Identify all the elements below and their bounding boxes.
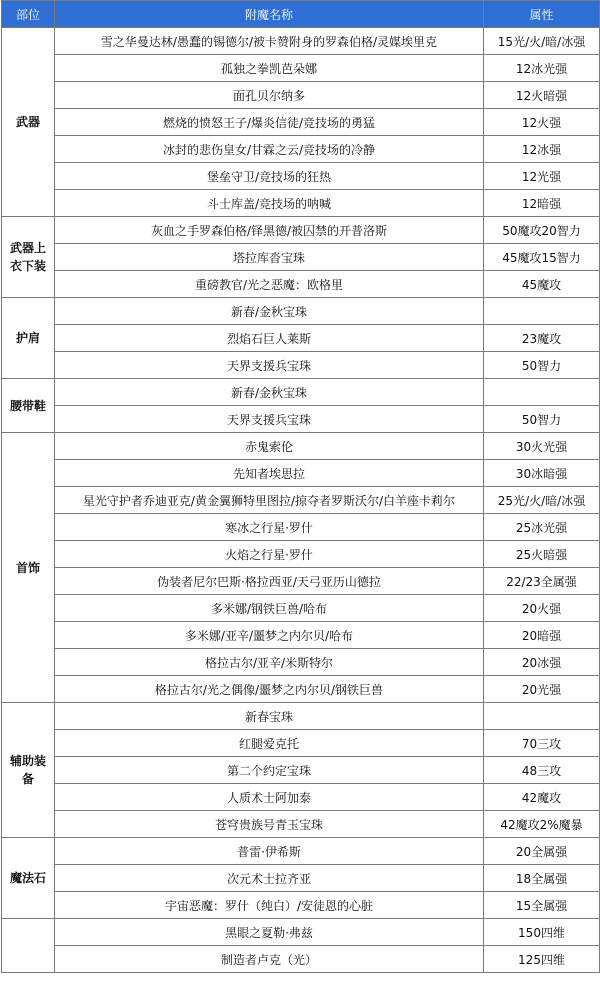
attribute-cell: 45魔攻	[484, 271, 600, 298]
part-label: 武器上衣下装	[10, 241, 47, 273]
table-row	[2, 865, 600, 892]
attribute-cell: 12冰光强	[484, 55, 600, 82]
table-row	[2, 298, 600, 325]
table-row	[2, 703, 600, 730]
part-label: 首饰	[15, 560, 40, 575]
table-row	[2, 325, 600, 352]
attribute-cell: 12冰强	[484, 136, 600, 163]
attribute-cell: 42魔攻2%魔暴	[484, 811, 600, 838]
attribute-cell: 15全属强	[484, 892, 600, 919]
enchant-name-cell: 赤鬼索伦	[55, 433, 484, 460]
enchant-name-cell: 寒冰之行星·罗什	[55, 514, 484, 541]
part-cell	[2, 379, 55, 433]
part-cell	[2, 919, 55, 973]
enchant-name-cell: 黑眼之夏勒·弗兹	[55, 919, 484, 946]
enchant-table	[1, 0, 600, 973]
attribute-cell: 23魔攻	[484, 325, 600, 352]
table-row	[2, 568, 600, 595]
table-row	[2, 163, 600, 190]
attribute-cell: 50智力	[484, 352, 600, 379]
attribute-cell: 22/23全属强	[484, 568, 600, 595]
attribute-cell: 25火暗强	[484, 541, 600, 568]
enchant-name-cell: 面孔贝尔纳多	[55, 82, 484, 109]
table-row	[2, 649, 600, 676]
part-label: 武器	[15, 115, 40, 129]
enchant-name-cell: 苍穹贵族号青玉宝珠	[55, 811, 484, 838]
table-row	[2, 811, 600, 838]
header-attribute: 属性	[484, 1, 600, 28]
table-row	[2, 406, 600, 433]
attribute-cell: 70三攻	[484, 730, 600, 757]
attribute-cell: 18全属强	[484, 865, 600, 892]
enchant-name-cell: 普雷·伊希斯	[55, 838, 484, 865]
attribute-cell: 150四维	[484, 919, 600, 946]
attribute-cell: 30冰暗强	[484, 460, 600, 487]
enchant-name-cell: 制造者卢克（光）	[55, 946, 484, 973]
table-row	[2, 28, 600, 55]
enchant-name-cell: 堡垒守卫/竞技场的狂热	[55, 163, 484, 190]
part-cell	[2, 703, 55, 838]
enchant-name-cell: 雪之华曼达林/愚蠢的锡德尔/被卡赞附身的罗森伯格/灵媒埃里克	[55, 28, 484, 55]
table-row	[2, 541, 600, 568]
enchant-name-cell: 红腿爱克托	[55, 730, 484, 757]
enchant-name-cell: 星光守护者乔迪亚克/黄金翼狮特里图拉/掠夺者罗斯沃尔/白羊座卡莉尔	[55, 487, 484, 514]
enchant-name-cell: 重磅教官/光之恶魔：欧格里	[55, 271, 484, 298]
table-row	[2, 919, 600, 946]
table-row	[2, 55, 600, 82]
header-enchant-name: 附魔名称	[55, 1, 484, 28]
table-row	[2, 487, 600, 514]
table-row	[2, 595, 600, 622]
table-row	[2, 622, 600, 649]
attribute-cell: 125四维	[484, 946, 600, 973]
attribute-cell: 12火强	[484, 109, 600, 136]
enchant-name-cell: 新春/金秋宝珠	[55, 379, 484, 406]
attribute-cell: 50魔攻20智力	[484, 217, 600, 244]
enchant-name-cell: 次元术士拉齐亚	[55, 865, 484, 892]
part-cell	[2, 838, 55, 919]
table-row	[2, 136, 600, 163]
enchant-name-cell: 第二个约定宝珠	[55, 757, 484, 784]
table-header-row	[2, 1, 600, 28]
enchant-name-cell: 天界支援兵宝珠	[55, 406, 484, 433]
attribute-cell: 20火强	[484, 595, 600, 622]
table-row	[2, 676, 600, 703]
enchant-name-cell: 烈焰石巨人莱斯	[55, 325, 484, 352]
table-row	[2, 109, 600, 136]
part-label: 护肩	[15, 331, 40, 345]
enchant-name-cell: 新春/金秋宝珠	[55, 298, 484, 325]
enchant-name-cell: 孤独之拳凯芭朵娜	[55, 55, 484, 82]
enchant-name-cell: 斗士库盖/竞技场的呐喊	[55, 190, 484, 217]
enchant-name-cell: 天界支援兵宝珠	[55, 352, 484, 379]
attribute-cell: 20暗强	[484, 622, 600, 649]
enchant-name-cell: 燃烧的愤怒王子/爆炎信徒/竞技场的勇猛	[55, 109, 484, 136]
table-row	[2, 784, 600, 811]
part-label: 腰带鞋	[10, 398, 47, 413]
part-label: 魔法石	[10, 871, 47, 885]
attribute-cell	[484, 703, 600, 730]
enchant-name-cell: 多米娜/钢铁巨兽/哈布	[55, 595, 484, 622]
enchant-name-cell: 灰血之手罗森伯格/铎黑德/被囚禁的开普洛斯	[55, 217, 484, 244]
table-row	[2, 433, 600, 460]
table-row	[2, 82, 600, 109]
enchant-name-cell: 新春宝珠	[55, 703, 484, 730]
attribute-cell: 45魔攻15智力	[484, 244, 600, 271]
table-row	[2, 946, 600, 973]
part-cell	[2, 433, 55, 703]
enchant-name-cell: 格拉古尔/亚辛/米斯特尔	[55, 649, 484, 676]
header-part: 部位	[2, 1, 55, 28]
attribute-cell: 25光/火/暗/冰强	[484, 487, 600, 514]
enchant-name-cell: 多米娜/亚辛/噩梦之内尔贝/哈布	[55, 622, 484, 649]
attribute-cell: 48三攻	[484, 757, 600, 784]
table-row	[2, 244, 600, 271]
enchant-name-cell: 先知者埃思拉	[55, 460, 484, 487]
part-cell	[2, 28, 55, 217]
part-cell	[2, 217, 55, 298]
attribute-cell	[484, 298, 600, 325]
table-row	[2, 838, 600, 865]
table-row	[2, 379, 600, 406]
attribute-cell: 50智力	[484, 406, 600, 433]
attribute-cell	[484, 379, 600, 406]
enchant-name-cell: 火焰之行星·罗什	[55, 541, 484, 568]
table-row	[2, 514, 600, 541]
attribute-cell: 42魔攻	[484, 784, 600, 811]
table-row	[2, 271, 600, 298]
attribute-cell: 12火暗强	[484, 82, 600, 109]
table-row	[2, 730, 600, 757]
table-body	[2, 28, 600, 973]
enchant-name-cell: 人质术士阿加泰	[55, 784, 484, 811]
attribute-cell: 30火光强	[484, 433, 600, 460]
table-row	[2, 757, 600, 784]
part-label: 辅助装备	[10, 754, 47, 786]
attribute-cell: 20光强	[484, 676, 600, 703]
enchant-name-cell: 伪装者尼尔巴斯·格拉西亚/天弓亚历山德拉	[55, 568, 484, 595]
attribute-cell: 12暗强	[484, 190, 600, 217]
attribute-cell: 20全属强	[484, 838, 600, 865]
part-cell	[2, 298, 55, 379]
enchant-name-cell: 冰封的悲伤皇女/甘霖之云/竞技场的冷静	[55, 136, 484, 163]
enchant-name-cell: 宇宙恶魔：罗什（纯白）/安徒恩的心脏	[55, 892, 484, 919]
enchant-name-cell: 格拉古尔/光之偶像/噩梦之内尔贝/钢铁巨兽	[55, 676, 484, 703]
table-row	[2, 892, 600, 919]
attribute-cell: 12光强	[484, 163, 600, 190]
enchant-name-cell: 塔拉库沓宝珠	[55, 244, 484, 271]
table-row	[2, 460, 600, 487]
table-row	[2, 352, 600, 379]
table-row	[2, 190, 600, 217]
attribute-cell: 25冰光强	[484, 514, 600, 541]
attribute-cell: 20冰强	[484, 649, 600, 676]
attribute-cell: 15光/火/暗/冰强	[484, 28, 600, 55]
table-row	[2, 217, 600, 244]
